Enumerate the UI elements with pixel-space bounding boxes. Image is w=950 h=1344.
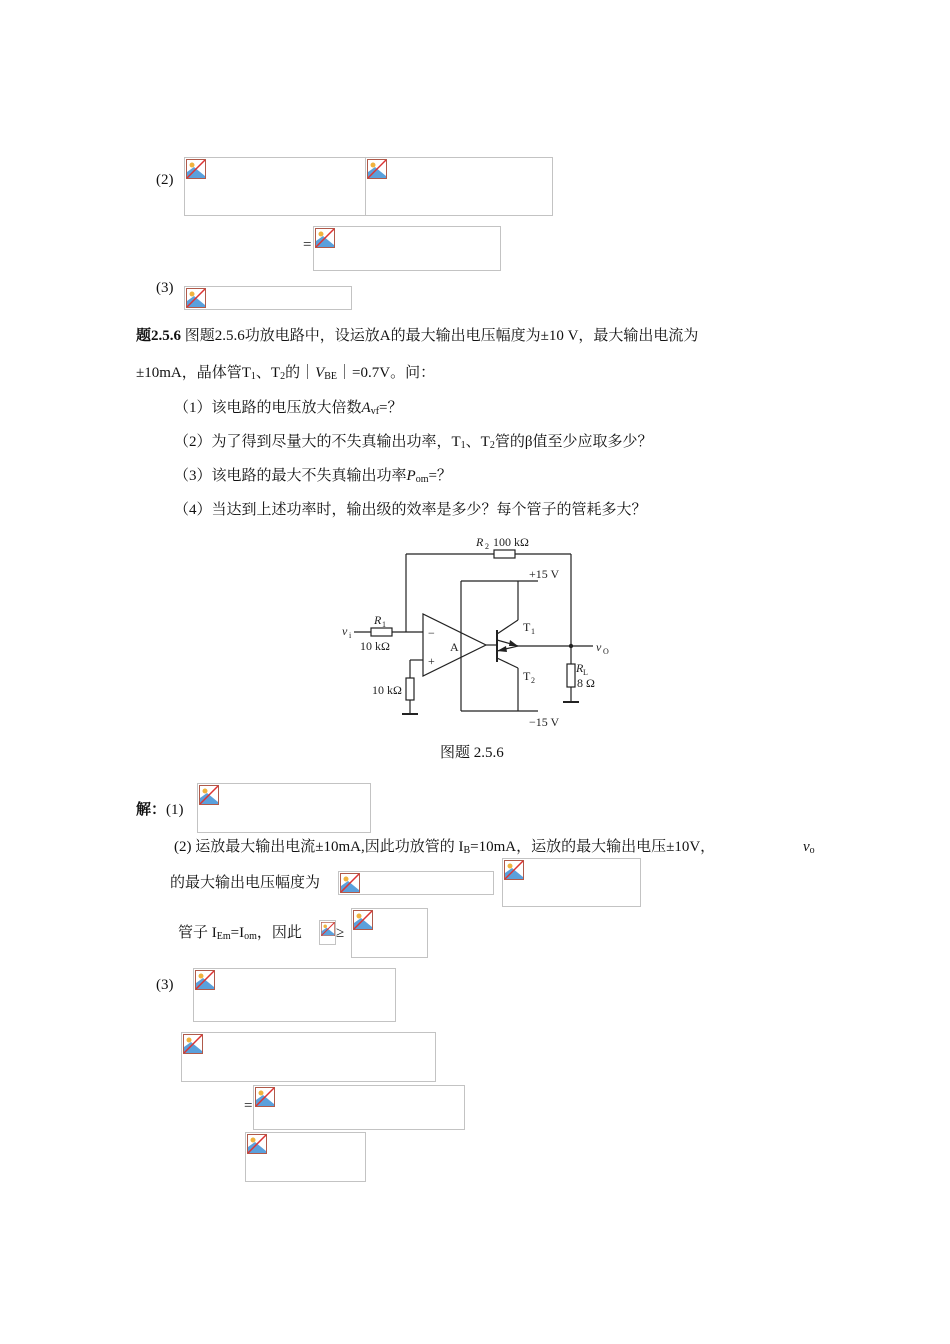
formula-image: [351, 908, 428, 958]
broken-image-icon: [367, 159, 387, 179]
rl-value: 8 Ω: [577, 676, 595, 690]
question-2: （2）为了得到尽量大的不失真输出功率，$T_1$、$T_2$管的β值至少应取多少？: [174, 434, 653, 451]
equals-sign: =: [303, 237, 312, 253]
broken-image-icon: [199, 785, 219, 805]
problem-number: 题2.5.6: [136, 328, 182, 344]
r2-value: 100 kΩ: [493, 535, 529, 549]
solution-part-2-line-3: 管子 $I_{Em}=I_{om}$，因此: [178, 925, 302, 942]
opamp-label: A: [450, 640, 459, 654]
vo-symbol: $v_o$: [803, 839, 815, 856]
greater-equal-sign: ≥: [336, 925, 345, 941]
broken-image-icon: [353, 910, 373, 930]
r2-label: R: [476, 535, 484, 549]
broken-image-icon: [247, 1134, 267, 1154]
broken-image-icon: [186, 159, 206, 179]
formula-image: [319, 920, 336, 945]
part-3-label: (3): [156, 280, 174, 296]
broken-image-icon: [186, 288, 206, 308]
r1-label: R: [374, 613, 382, 627]
question-3: （3）该电路的最大不失真输出功率$P_{om}=$？: [174, 468, 452, 485]
broken-image-icon: [183, 1034, 203, 1054]
broken-image-icon: [340, 873, 360, 893]
circuit-diagram: [330, 530, 630, 735]
formula-image: [193, 968, 396, 1022]
svg-text:+: +: [428, 654, 435, 668]
input-label: v: [342, 624, 348, 638]
broken-image-icon: [195, 970, 215, 990]
r3-value: 10 kΩ: [372, 683, 402, 697]
question-1: （1）该电路的电压放大倍数$A_{vf}=$？: [174, 400, 403, 417]
broken-image-icon: [315, 228, 335, 248]
formula-image: [197, 783, 371, 833]
formula-image: [184, 157, 366, 216]
broken-image-icon: [504, 860, 524, 880]
solution-part-3-label: (3): [156, 977, 174, 993]
svg-text:1: 1: [382, 620, 386, 629]
rl-label: R: [576, 661, 584, 675]
problem-line-2: ±10mA，晶体管$T_1$、$T_2$的$|V_{BE}|=0.7V$。问：: [136, 365, 436, 382]
output-label: v: [596, 640, 602, 654]
figure-caption: 图题 2.5.6: [440, 745, 504, 761]
solution-part-1: 解：(1): [136, 802, 184, 818]
part-2-label: (2): [156, 172, 174, 188]
svg-text:i: i: [349, 631, 352, 640]
r1-value: 10 kΩ: [360, 639, 390, 653]
positive-supply-label: +15 V: [529, 567, 560, 581]
formula-image: [502, 858, 641, 907]
t2-label: T: [523, 669, 531, 683]
negative-supply-label: −15 V: [529, 715, 560, 729]
formula-image: [181, 1032, 436, 1082]
broken-image-icon: [255, 1087, 275, 1107]
svg-text:−: −: [428, 626, 435, 640]
solution-part-2: (2) 运放最大输出电流±10mA,因此功放管的 $I_B=10mA$，运放的最大输出电压±10V，: [174, 839, 716, 856]
formula-image: [245, 1132, 366, 1182]
formula-image: [253, 1085, 465, 1130]
svg-text:L: L: [583, 668, 588, 677]
svg-text:2: 2: [485, 542, 489, 551]
formula-image: [184, 286, 352, 310]
svg-text:2: 2: [531, 676, 535, 685]
broken-image-icon: [321, 922, 335, 936]
svg-text:1: 1: [531, 627, 535, 636]
t1-label: T: [523, 620, 531, 634]
problem-line-1: 题2.5.6 图题2.5.6功放电路中，设运放A的最大输出电压幅度为±10 V，最大输出电流为: [136, 328, 699, 344]
formula-image: [313, 226, 501, 271]
question-4: （4）当达到上述功率时，输出级的效率是多少？每个管子的管耗多大？: [174, 502, 647, 518]
equals-sign: =: [244, 1098, 253, 1114]
formula-image: [365, 157, 553, 216]
svg-text:O: O: [603, 647, 609, 656]
formula-image: [338, 871, 494, 895]
solution-part-2-line-2: 的最大输出电压幅度为: [170, 875, 321, 891]
